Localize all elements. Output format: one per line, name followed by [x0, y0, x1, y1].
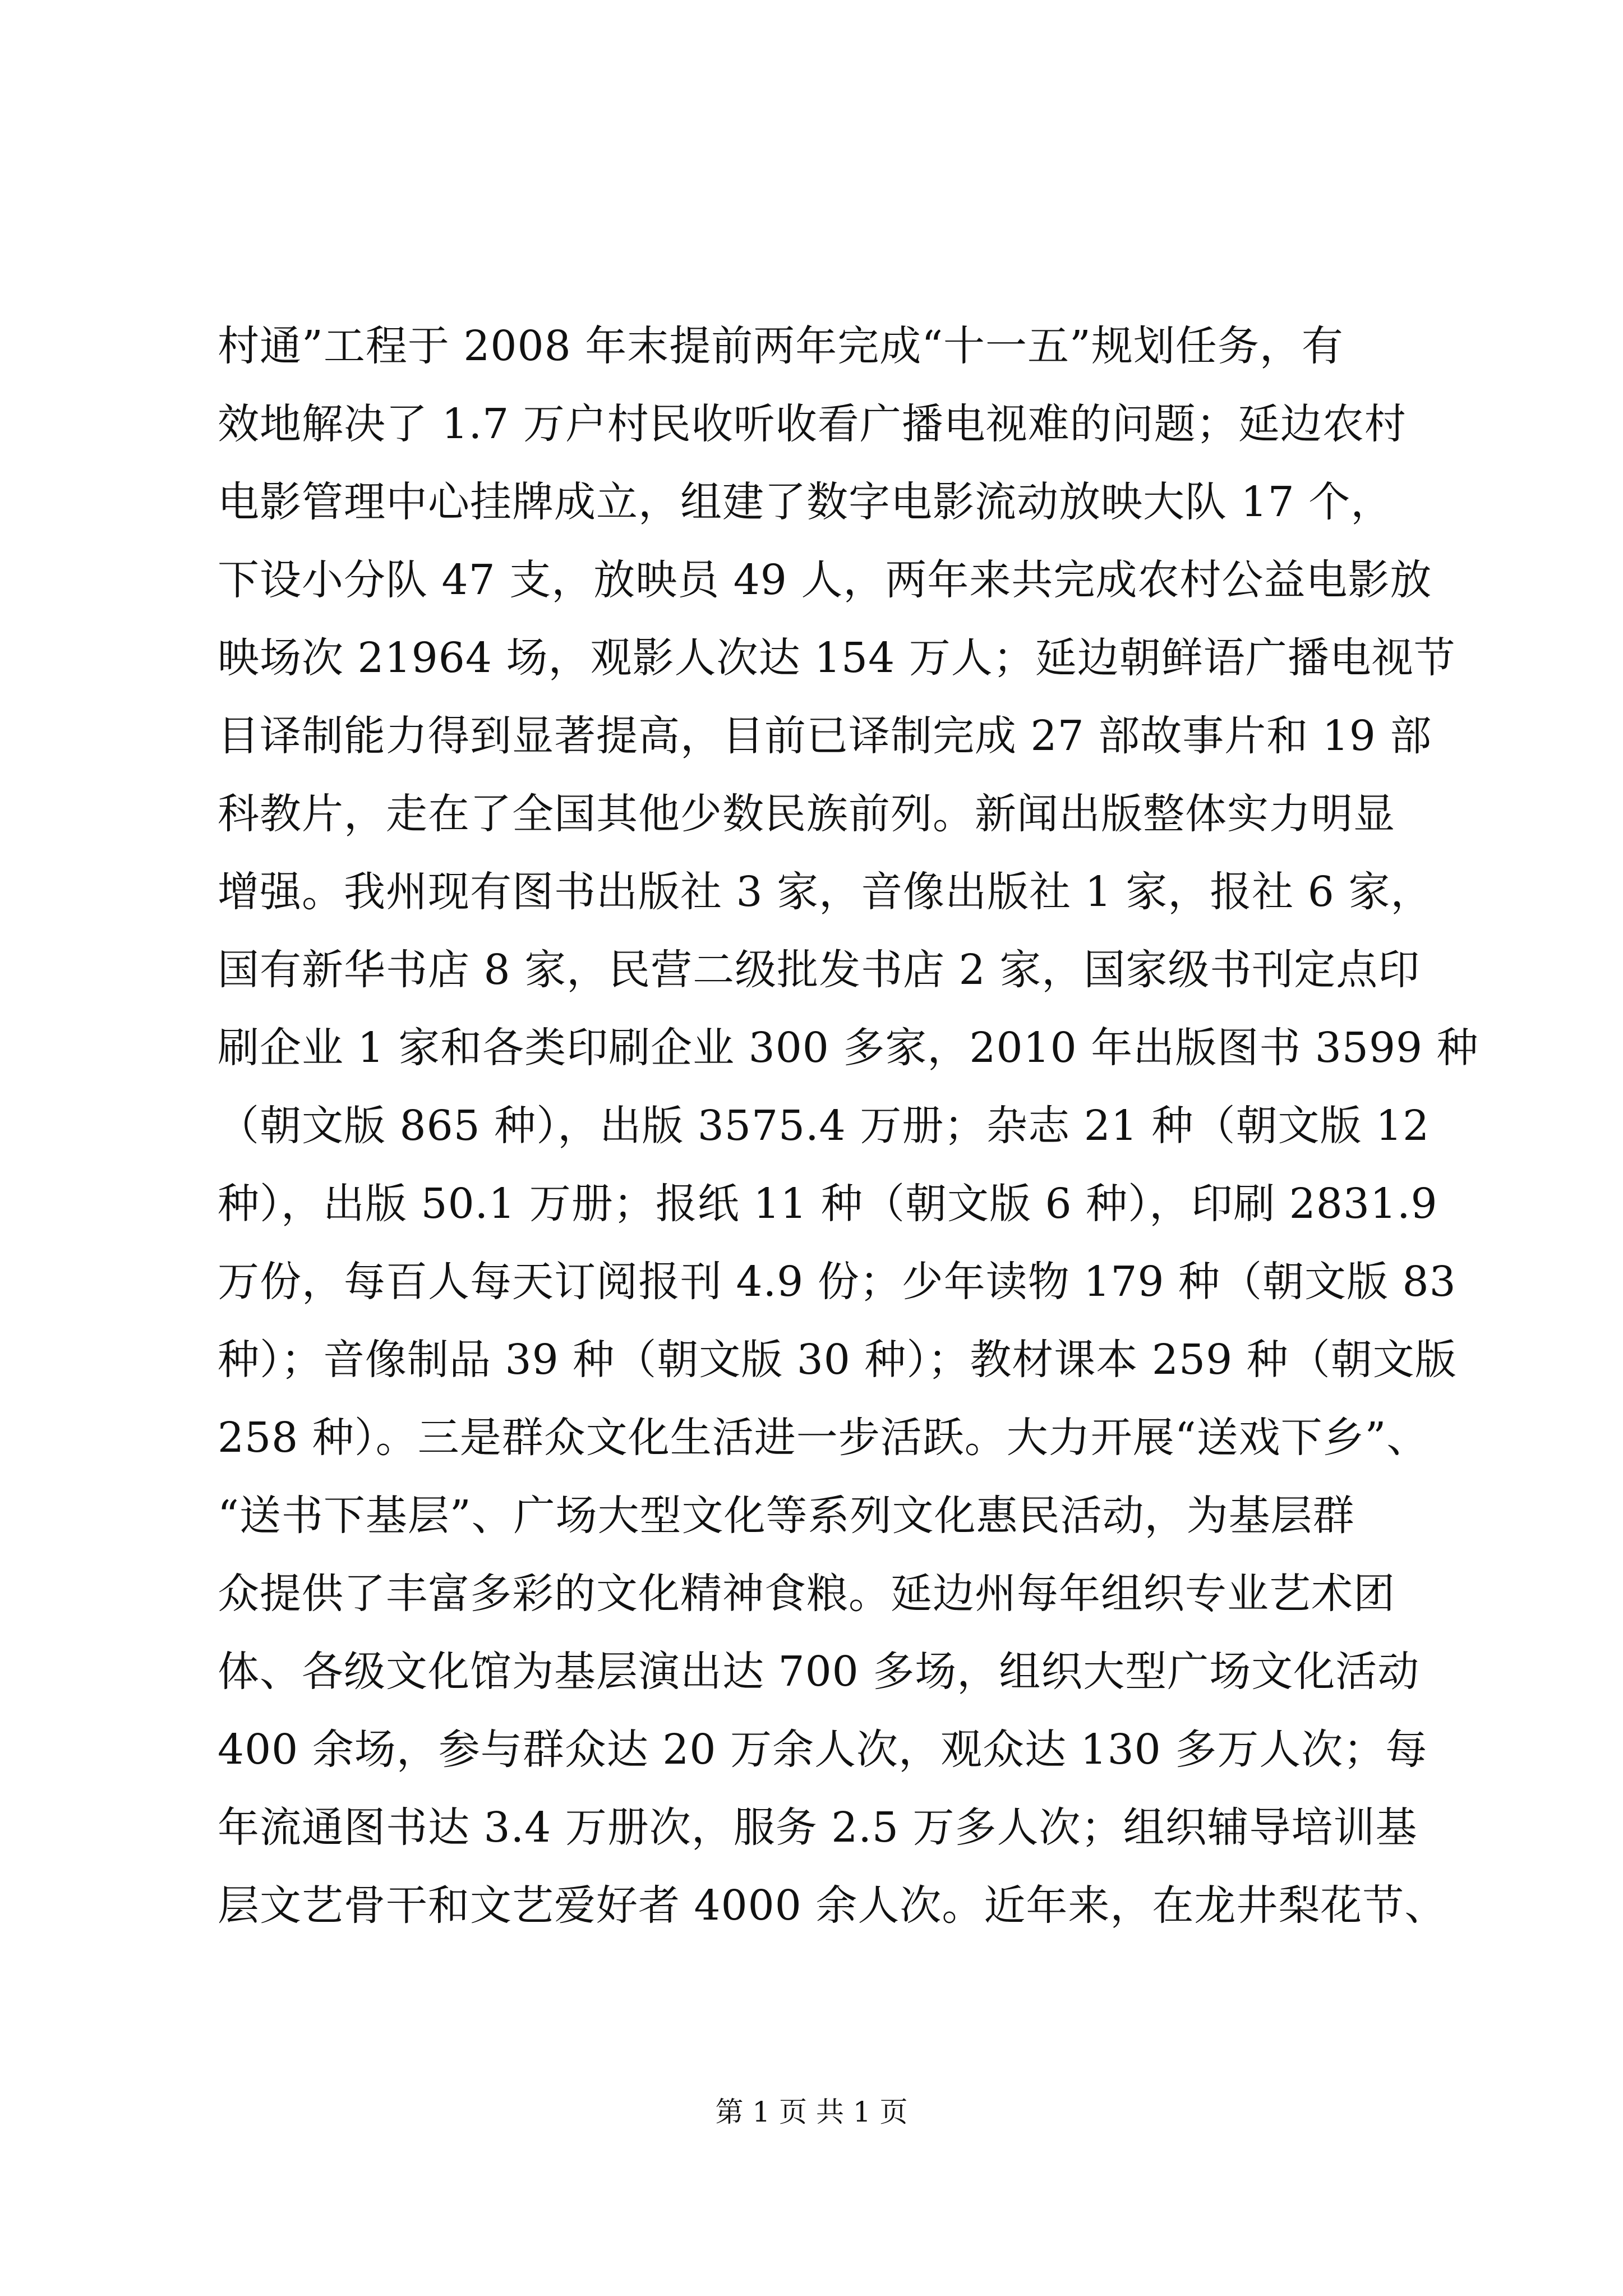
- body-text: [218, 307, 1479, 1945]
- text-line: （朝文版 865 种），出版 3575.4 万册；杂志 21 种（朝文版 12: [218, 1102, 1430, 1150]
- text-line: “送书下基层”、广场大型文化等系列文化惠民活动，为基层群: [218, 1492, 1355, 1540]
- text-line: 映场次 21964 场，观影人次达 154 万人；延边朝鲜语广播电视节: [218, 634, 1456, 682]
- text-line: 目译制能力得到显著提高，目前已译制完成 27 部故事片和 19 部: [218, 712, 1432, 760]
- text-line: 国有新华书店 8 家，民营二级批发书店 2 家，国家级书刊定点印: [218, 946, 1421, 994]
- text-line: 下设小分队 47 支，放映员 49 人，两年来共完成农村公益电影放: [218, 556, 1432, 604]
- text-line: 众提供了丰富多彩的文化精神食粮。延边州每年组织专业艺术团: [218, 1570, 1395, 1618]
- text-line: 年流通图书达 3.4 万册次，服务 2.5 万多人次；组织辅导培训基: [218, 1803, 1418, 1852]
- text-line: 体、各级文化馆为基层演出达 700 多场，组织大型广场文化活动: [218, 1648, 1420, 1696]
- text-line: 万份，每百人每天订阅报刊 4.9 份；少年读物 179 种（朝文版 83: [218, 1258, 1456, 1306]
- page-number-footer: 第 1 页 共 1 页: [715, 2096, 908, 2128]
- text-line: 效地解决了 1.7 万户村民收听收看广播电视难的问题；延边农村: [218, 400, 1407, 448]
- text-line: 400 余场，参与群众达 20 万余人次，观众达 130 多万人次；每: [218, 1726, 1428, 1774]
- text-line: 层文艺骨干和文艺爱好者 4000 余人次。近年来，在龙井梨花节、: [218, 1881, 1447, 1930]
- text-line: 科教片，走在了全国其他少数民族前列。新闻出版整体实力明显: [218, 790, 1395, 838]
- text-line: 电影管理中心挂牌成立，组建了数字电影流动放映大队 17 个，: [218, 478, 1393, 526]
- text-line: 刷企业 1 家和各类印刷企业 300 多家，2010 年出版图书 3599 种: [218, 1024, 1479, 1072]
- text-line: 增强。我州现有图书出版社 3 家，音像出版社 1 家，报社 6 家，: [218, 868, 1433, 916]
- text-line: 种），出版 50.1 万册；报纸 11 种（朝文版 6 种），印刷 2831.9: [218, 1180, 1438, 1228]
- text-line: 村通”工程于 2008 年末提前两年完成“十一五”规划任务，有: [218, 322, 1344, 370]
- text-line: 258 种）。三是群众文化生活进一步活跃。大力开展“送戏下乡”、: [218, 1414, 1429, 1462]
- text-line: 种）；音像制品 39 种（朝文版 30 种）；教材课本 259 种（朝文版: [218, 1336, 1457, 1384]
